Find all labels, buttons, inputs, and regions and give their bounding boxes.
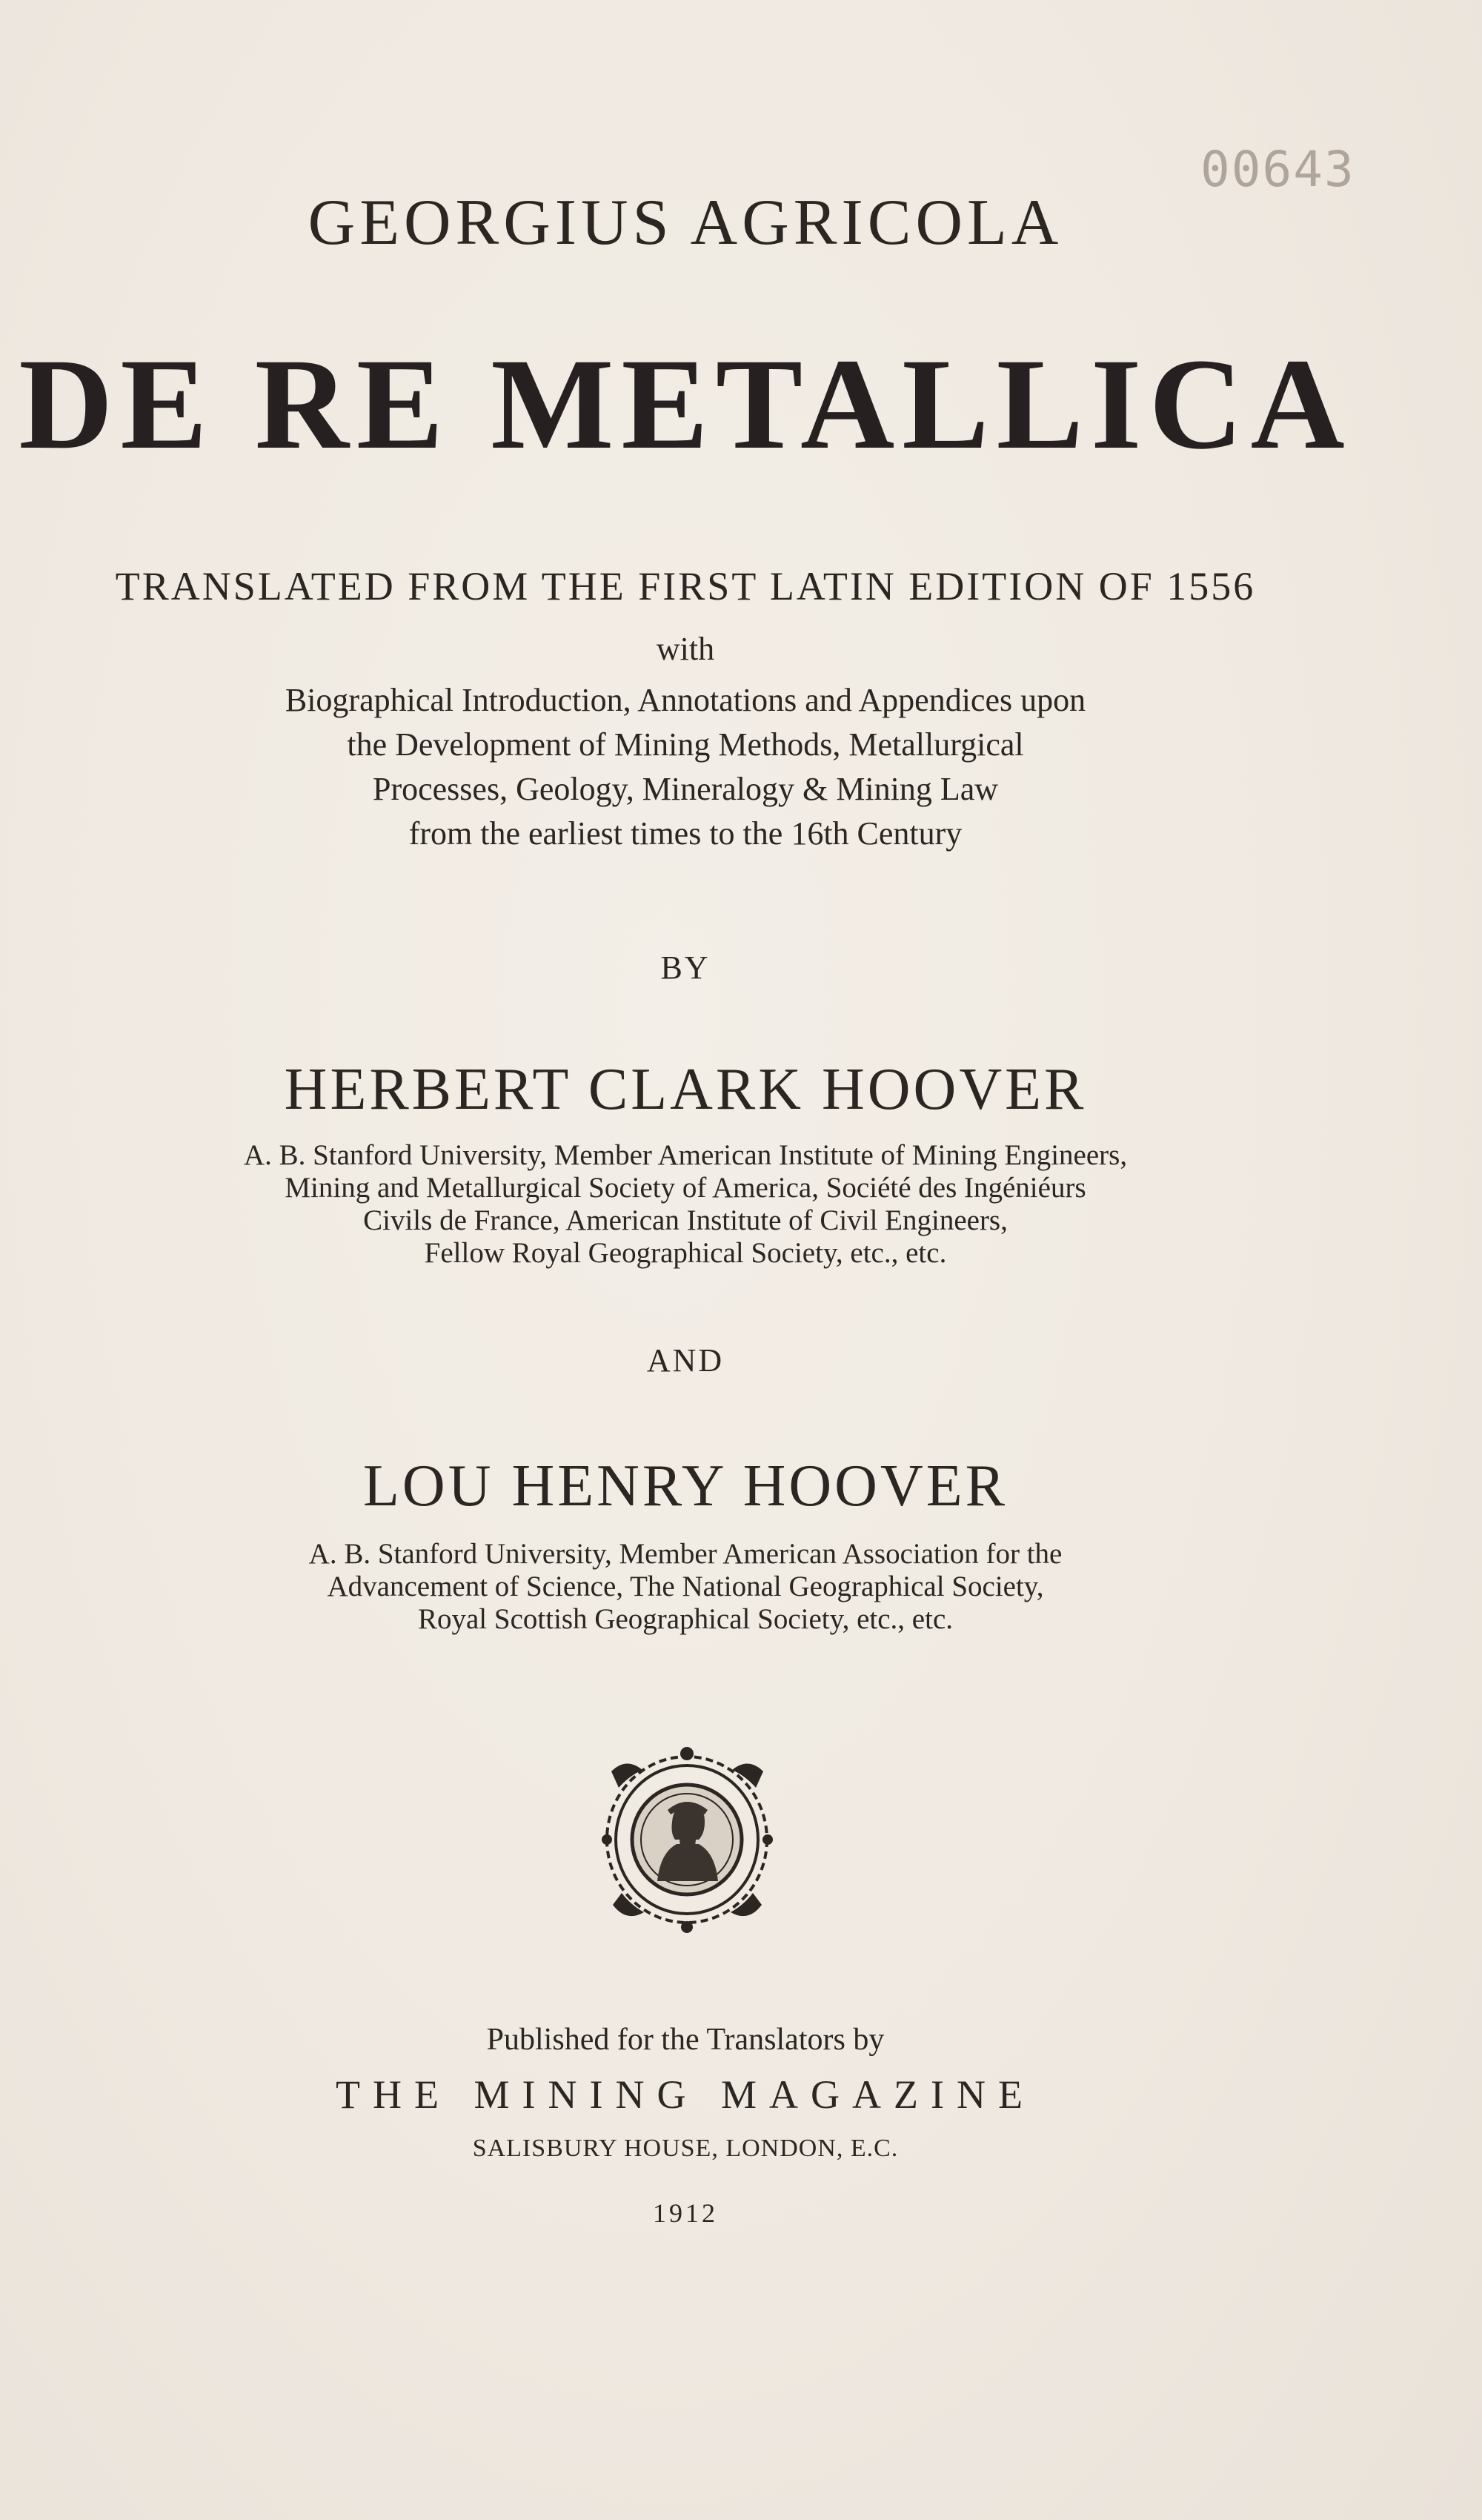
with-label: with bbox=[656, 631, 715, 667]
description-line: Biographical Introduction, Annotations and Appendices upon bbox=[285, 682, 1086, 718]
book-title: DE RE METALLICA bbox=[19, 332, 1352, 477]
portrait-medallion-icon bbox=[597, 1742, 778, 1934]
translator-name-1: HERBERT CLARK HOOVER bbox=[284, 1057, 1087, 1122]
translator-credentials-2 bbox=[0, 1538, 1371, 1636]
accession-stamp: 00643 bbox=[1200, 141, 1355, 198]
credential-line: Royal Scottish Geographical Society, etc., etc. bbox=[417, 1603, 953, 1635]
original-author: GEORGIUS AGRICOLA bbox=[308, 187, 1063, 259]
publisher-name: THE MINING MAGAZINE bbox=[336, 2072, 1035, 2117]
and-label: AND bbox=[646, 1342, 725, 1379]
published-note: Published for the Translators by bbox=[486, 2023, 885, 2057]
translation-note: TRANSLATED FROM THE FIRST LATIN EDITION OF 1556 bbox=[115, 564, 1256, 609]
publication-year: 1912 bbox=[653, 2198, 718, 2228]
description-line: from the earliest times to the 16th Century bbox=[408, 815, 963, 852]
credential-line: Civils de France, American Institute of Civil Engineers, bbox=[363, 1204, 1008, 1236]
description bbox=[0, 678, 1371, 856]
translator-name-2: LOU HENRY HOOVER bbox=[363, 1453, 1008, 1519]
credential-line: Mining and Metallurgical Society of America, Société des Ingéniéurs bbox=[285, 1172, 1086, 1204]
credential-line: A. B. Stanford University, Member American Institute of Mining Engineers, bbox=[243, 1139, 1128, 1171]
credential-line: Fellow Royal Geographical Society, etc., etc. bbox=[424, 1237, 947, 1269]
credential-line: A. B. Stanford University, Member American Association for the bbox=[308, 1538, 1063, 1570]
credential-line: Advancement of Science, The National Geographical Society, bbox=[327, 1571, 1044, 1602]
description-line: the Development of Mining Methods, Metallurgical bbox=[347, 726, 1024, 763]
translator-credentials-1 bbox=[0, 1139, 1371, 1270]
description-line: Processes, Geology, Mineralogy & Mining Law bbox=[372, 771, 998, 807]
publisher-address: SALISBURY HOUSE, LONDON, E.C. bbox=[472, 2135, 899, 2162]
by-label: BY bbox=[660, 949, 711, 986]
